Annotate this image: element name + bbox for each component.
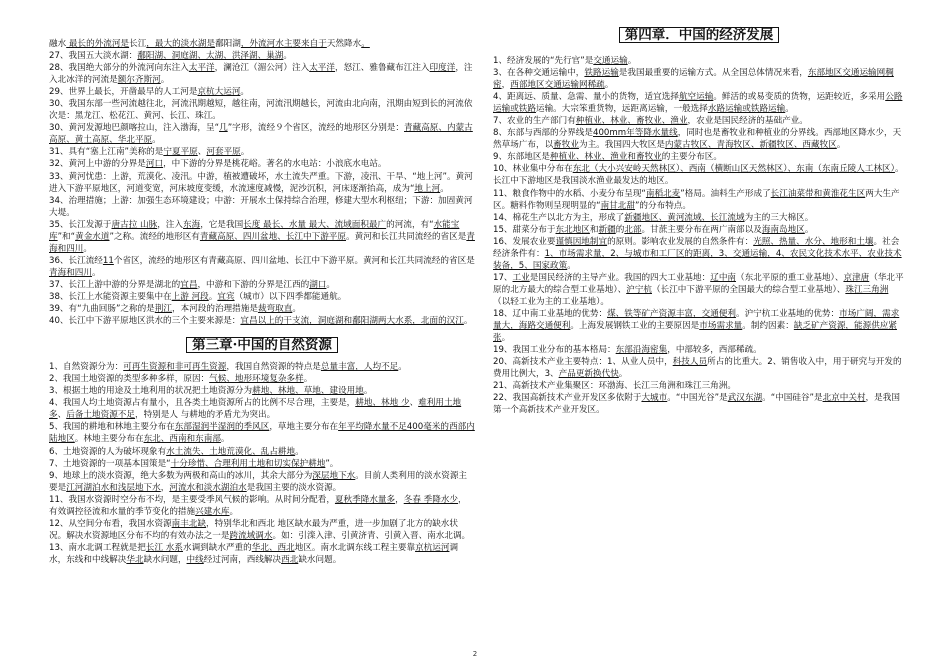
answer-text: 河流水和淡水湖泊水: [169, 482, 247, 493]
answer-text: 新疆地区、黄河流域、长江流域: [624, 212, 745, 223]
note-text: 地区。南水北调东线工程主要靠: [294, 542, 416, 553]
answer-text: 河口: [145, 159, 164, 170]
right-column: [493, 27, 905, 416]
note-text: ”的分布特点。: [634, 200, 691, 211]
note-text: 。: [440, 183, 449, 194]
answer-text: 宁夏平原: [163, 147, 198, 158]
answer-text: 兴建水库: [195, 506, 230, 517]
right-items: [493, 55, 905, 416]
note-text: 4、我国人均土地资源占有量小，且各类土地资源所占的比例不尽合理，主要是，: [49, 398, 356, 409]
note-text: 1、自然资源分为：: [49, 362, 124, 373]
left-bottom-items: [49, 361, 475, 566]
answer-text: 1、市场需求量，2、与城市和工厂区的距离，3、交通运输，4、农民文化技术水平、农业技术装备，5、国家政策: [493, 248, 902, 271]
note-text: 20、高新技术产业主要特点：1、从业人员中，: [493, 357, 673, 368]
note-text: 33、黄河忧患：上游，荒漠化、凌汛。中游，植被遭破坏，水土流失严重。下游，凌汛、干旱、“地上河”。黄河进入下游平原地区，河道变宽，河床坡度变缓，水流速度减慢，泥沙沉积，河床逐渐抬高，成为“: [49, 171, 473, 194]
note-text: （城市）以下四季都能通航。: [234, 291, 347, 302]
note-item: [493, 115, 905, 127]
note-text: 18、辽中南工业基地的优势：: [493, 308, 608, 319]
note-text: （以轻工业为主的工业基地）。: [493, 296, 610, 307]
answer-text: 长江油菜带和黄淮花生区: [770, 188, 866, 199]
answer-text: 南丰北缺: [171, 518, 207, 529]
note-text: ，本河段的治理措施是: [171, 304, 258, 315]
note-item: [49, 171, 475, 195]
note-text: 。: [91, 267, 101, 278]
note-text: 3、在各种交通运输中，: [493, 68, 585, 79]
note-text: 27、我国五大淡水湖：: [49, 51, 138, 62]
note-item: [493, 212, 905, 224]
note-text: 35、长江发源于: [49, 219, 112, 230]
answer-text: 气候、地形环境复杂多样: [209, 374, 304, 385]
note-item: [493, 380, 905, 392]
answer-text: 总量丰富，人均不足: [320, 362, 399, 373]
note-item: [49, 385, 475, 397]
answer-text: 11: [102, 255, 114, 266]
note-text: 。: [785, 104, 794, 115]
note-text: 。如：引滦入津、引黄济青、引黄入晋、南水北调。: [272, 530, 471, 541]
answer-text: 最长的外流河是: [66, 39, 130, 49]
left-column: [49, 38, 475, 566]
note-text: 。: [229, 506, 239, 517]
note-text: ，有效调控径流和水量的季节变化的措施: [49, 494, 467, 517]
note-text: 。: [240, 147, 250, 158]
note-text: 31、具有“塞上江南”美称的是: [49, 147, 164, 158]
note-text: 19、我国工业分布的基本格局：: [493, 345, 616, 356]
answer-text: 额尔齐斯河: [117, 75, 161, 86]
note-text: 。: [363, 386, 373, 397]
note-text: ，中下游的分界是桃花峪。著名的水电站：小浪底水电站。: [163, 159, 387, 170]
note-text: 。甘蔗主要分布在两广南部以及: [641, 224, 762, 235]
answer-text: 畜牧业: [553, 140, 579, 151]
note-text: ，它是我国: [200, 219, 244, 230]
note-text: 9、东部地区是: [493, 152, 551, 163]
note-text: 。: [463, 316, 473, 327]
note-item: [493, 91, 905, 115]
note-item: [49, 315, 475, 327]
note-text: 水调到缺水严重的: [182, 542, 252, 553]
note-text: 缺水问题。: [298, 554, 342, 565]
note-text: 鄱阳湖: [215, 39, 241, 49]
note-item: [493, 67, 905, 91]
note-text: ，注入: [157, 219, 183, 230]
note-text: 个省区，流经的地形区有青藏高原、四川盆地、长江中下游平原。黄河和长江共同流经的省区是: [113, 255, 475, 266]
note-text: ，中游和下游的分界是江西的: [197, 279, 310, 290]
note-text: ，: [395, 494, 404, 505]
answer-text: 长江 水系: [145, 542, 183, 553]
answer-text: 耕地、林地、草地、建设用地: [252, 386, 364, 397]
note-text: 13、南水北调工程就是把: [49, 542, 146, 553]
note-text: 。黄河和长江共同流经的省区是: [346, 231, 467, 242]
note-text: 3、根据土地的用途及土地利用的状况把土地资源分为: [49, 386, 253, 397]
note-text: ”。: [325, 458, 339, 469]
note-text: ，中部较多，西部稀疏。: [667, 345, 762, 356]
note-text: 、: [197, 147, 207, 158]
note-item: [493, 224, 905, 236]
note-text: ，怒江、雅鲁藏布江注入: [334, 63, 430, 74]
note-text: 为主的三大棉区。: [744, 212, 814, 223]
chapter-3-title: 第三章·中国的自然资源: [186, 337, 338, 353]
answer-text: 十分珍惜、合理利用土地和切实保护耕地: [170, 458, 326, 469]
answer-text: 沪宁杭: [626, 284, 652, 295]
note-item: [49, 98, 475, 122]
answer-text: 水土流失、土地荒漠化、乱占耕地: [166, 446, 296, 457]
note-text: 2、我国土地资源的类型多种多样，原因：: [49, 374, 210, 385]
note-item: [493, 188, 905, 212]
note-item: [493, 356, 905, 380]
note-text: 、: [57, 410, 67, 421]
note-text: （长江中下游平原的全国最大的综合型工业基地）、: [652, 284, 846, 295]
answer-text: 武汉东湖: [727, 393, 763, 404]
note-text: 调水，东线和中线解决: [49, 542, 459, 565]
note-item: [493, 127, 905, 151]
note-item: [49, 62, 475, 86]
note-item: [49, 518, 475, 542]
note-text: ，农业是国民经济的基础产业。: [687, 116, 808, 127]
note-text: 。: [501, 333, 511, 344]
note-text: 。: [567, 260, 576, 271]
note-text: 36、长江流经: [49, 255, 103, 266]
note-text: 。长江中下游地区是我国淡水渔业最发达的地区。: [493, 164, 904, 187]
answer-text: 华北: [126, 554, 144, 565]
answer-text: 后备土地资源不足: [66, 410, 135, 421]
note-text: 两大生产区。糖料作物则呈现明显的“: [493, 188, 900, 211]
left-top-items: [49, 38, 475, 327]
note-text: 。: [618, 369, 628, 380]
answer-text: ，最大的淡水湖是: [146, 39, 216, 49]
note-text: 是国民经济的主导产业。我国的四大工业基地：: [529, 272, 711, 283]
answer-text: 可再生资源和非可再生资源: [123, 362, 227, 373]
note-text: ”之称。流经的地形区有: [109, 231, 200, 242]
note-text: ，我国自然资源的特点是: [226, 362, 321, 373]
answer-text: 难利用土地多: [49, 398, 462, 421]
answer-text: 种植业、林业、畜牧业、渔业: [575, 116, 688, 127]
note-text: 。: [208, 291, 218, 302]
note-text: 。: [83, 243, 92, 254]
note-item: [49, 195, 475, 219]
note-item: [493, 236, 905, 272]
note-text: 10、林业集中分布在: [493, 164, 573, 175]
answer-text: 太平洋: [188, 63, 215, 74]
note-text: ，澜沧江（湄公河）注入: [214, 63, 310, 74]
answer-text: 内蒙古牧区、青海牧区、新疆牧区、西藏牧区: [664, 140, 837, 151]
answer-text: 西北: [281, 554, 299, 565]
answer-text: 青海和四川: [49, 267, 92, 278]
note-text: 8、东部与西部的分界线是: [493, 128, 593, 139]
note-text: 、: [409, 398, 419, 409]
note-item: [49, 373, 475, 385]
answer-text: 裁弯取直: [257, 304, 293, 315]
answer-text: 辽中南: [710, 272, 737, 283]
answer-text: 地上河: [414, 183, 441, 194]
note-text: 。: [160, 75, 170, 86]
note-text: 16、发展农业要: [493, 236, 556, 247]
note-text: 是我国最重要的运输方式。从全国总体情况来看，: [618, 68, 808, 79]
note-text: 。: [303, 374, 313, 385]
note-text: 6、土地资源的人为破坏现象有: [49, 446, 167, 457]
note-text: ，同时也是畜牧业和种植业的分界线。西部地区降水少，天然草场广布，以: [493, 128, 902, 151]
answer-text: 西部地区交通运输网稀疏: [510, 80, 605, 91]
note-text: ，: [160, 482, 170, 493]
note-text: 。上海发展钢铁工业的主要原因是: [570, 321, 700, 332]
answer-text: 南稻北麦: [645, 188, 681, 199]
note-text: 和: [589, 224, 599, 235]
note-text: 。: [152, 135, 161, 146]
note-text: 21、高新技术产业集聚区：环渤海、长江三角洲和珠江三角洲。: [493, 381, 736, 392]
note-item: [493, 308, 905, 344]
answer-text: 东部地区交通运输网稠密: [493, 68, 894, 91]
note-item: [49, 494, 475, 518]
answer-text: 谨慎因地制宜: [555, 236, 608, 247]
note-item: [49, 303, 475, 315]
note-text: 7、农业的生产部门有: [493, 116, 576, 127]
answer-text: 耕地、林地 少: [355, 398, 410, 409]
answer-text: 中线: [186, 554, 204, 565]
note-text: 所占的比重大。2、销售收入中，用于研究与开发的费用比例大，3、: [493, 357, 902, 380]
answer-text: 市场广阔，需求量大，海路交通便利: [493, 308, 900, 332]
answer-text: 年平均降水量不足400毫米的西部内陆地区: [49, 422, 475, 445]
note-item: [493, 392, 905, 416]
note-text: 天然降水: [326, 39, 362, 49]
answer-text: 黄金水道: [75, 231, 110, 242]
answer-text: 青藏高原、四川盆地、长江中下游平原: [199, 231, 346, 242]
note-text: 7、土地资源的一项基本国策是“: [49, 458, 171, 469]
note-text: 29、世界上最长，开凿最早的人工河是: [49, 87, 198, 98]
note-text: 。目前人类利用的淡水资源主要是: [49, 470, 468, 493]
note-text: 。: [398, 362, 407, 373]
answer-text: 北部: [624, 224, 642, 235]
answer-text: 河套平原: [206, 147, 241, 158]
answer-text: 太平洋: [309, 63, 335, 74]
note-text: 12、从空间分布看，我国水资源: [49, 518, 172, 529]
note-text: 39、有“九曲回肠”之称的是: [49, 304, 155, 315]
answer-text: 深层地下水: [312, 470, 356, 481]
page-number: 2: [472, 650, 478, 658]
note-item: [493, 272, 905, 308]
answer-text: 珠江三角洲: [845, 284, 889, 295]
answer-text: 东北地区: [555, 224, 590, 235]
answer-text: 上游 河段: [171, 291, 209, 302]
note-text: 经过河南，西线解决: [203, 554, 282, 565]
note-item: [49, 470, 475, 494]
note-item: [49, 146, 475, 158]
note-text: 的原则。影响农业发展的自然条件有：: [607, 236, 754, 247]
note-text: 1、经济发展的“先行官”是: [493, 56, 594, 66]
note-text: 9、地球上的淡水资源，绝大多数为两极和高山的冰川，其余大部分为: [49, 470, 313, 481]
note-text: 。沪宁杭工业基地的优势：: [735, 308, 840, 319]
note-text: 的主要分布区。: [661, 152, 722, 163]
note-text: 28、我国绝大部分的外流河向东注入: [49, 63, 189, 74]
note-text: 5、我国的耕地和林地主要分布在: [49, 422, 175, 433]
note-text: 11、我国水资源时空分布不均，是主要受季风气候的影响。从时间分配看，: [49, 494, 335, 505]
answer-text: 种植业、林业、渔业和畜牧业: [550, 152, 662, 163]
note-text: 。: [220, 434, 230, 445]
note-item: [49, 446, 475, 458]
note-text: 。: [240, 87, 250, 98]
note-text: ，特别华北和西北 地区缺水最为严重，进一步加剧了北方的缺水状况。解决水资源地区分布不均的有效办法之一是: [49, 518, 458, 541]
note-text: 。“中国光谷”是: [667, 393, 728, 404]
note-item: [49, 291, 475, 303]
note-text: ，注入北冰洋的河流是: [49, 63, 473, 86]
note-item: [49, 421, 475, 445]
answer-text: 京杭运河: [415, 542, 450, 553]
note-text: 30、我国东部一些河流越往北，河流汛期越短，越往南，河流汛期越长，河流由北向南，汛期由短到长的河流依次是：黑龙江、松花江、黄河、长江、珠江。: [49, 99, 473, 122]
answer-text: 湖口: [309, 279, 327, 290]
answer-text: 跨流域调水: [229, 530, 273, 541]
answer-text: 。: [361, 39, 370, 49]
note-item: [49, 158, 475, 170]
answer-text: 京杭大运河: [197, 87, 241, 98]
note-text: 。“中国硅谷”是: [762, 393, 823, 404]
answer-text: 交通运输: [593, 56, 628, 66]
note-text: ，草地主要分布在: [269, 422, 339, 433]
answer-text: 宜昌以上的干支流，洞庭湖和鄱阳湖两大水系，北面的汉江: [240, 316, 464, 327]
note-text: 4、距离远、质量、急需、量小的货物，适宜选择: [493, 92, 679, 103]
note-text: 长江: [129, 39, 147, 49]
note-item: [49, 397, 475, 421]
note-text: 15、甜菜分布于: [493, 224, 556, 235]
chapter-3-heading: [49, 337, 475, 353]
answer-text: 光照、热量、水分、地形和土壤: [753, 236, 874, 247]
answer-text: 产品更新换代快: [558, 369, 619, 380]
answer-text: 荆江: [154, 304, 172, 315]
note-item: [49, 542, 475, 566]
note-text: 。: [295, 446, 304, 457]
answer-text: 东部湿润半湿润的季风区: [174, 422, 270, 433]
note-text: 40、长江中下游平原地区洪水的三个主要来源是：: [49, 316, 241, 327]
answer-text: 唐古拉 山脉: [111, 219, 158, 230]
note-text: 。: [627, 56, 637, 66]
note-text: （东北平原的重工业基地）、: [736, 272, 844, 283]
answer-text: 京津唐: [843, 272, 870, 283]
note-text: 11、粮食作物中的水稻、小麦分布呈现“: [493, 188, 646, 199]
answer-text: 青藏高原、内蒙古高原、黄土高原、华北平原: [49, 123, 473, 146]
answer-text: 煤、铁等矿产资源丰富，交通便利: [607, 308, 736, 319]
note-item: [49, 361, 475, 373]
answer-text: 华北、西北: [251, 542, 295, 553]
answer-text: 大城市: [641, 393, 668, 404]
note-text: 。鲜活的或易变质的货物，运距较近，多采用: [713, 92, 886, 103]
answer-text: 北京中关村: [822, 393, 866, 404]
answer-text: 冬春 季降水少: [403, 494, 459, 505]
note-text: 。林地主要分布在: [74, 434, 144, 445]
note-item: [49, 458, 475, 470]
note-item: [49, 86, 475, 98]
answer-text: 东北、西南和东南部: [143, 434, 221, 445]
note-text: ，: [501, 80, 511, 91]
note-text: 的河流，有“: [386, 219, 434, 230]
note-text: ”和“: [57, 231, 76, 242]
note-text: 是我国主要的淡水资源。: [246, 482, 342, 493]
note-item: [49, 38, 475, 50]
note-text: 。: [292, 304, 301, 315]
answer-text: 长度 最长、水量 最大、流域面积最广: [243, 219, 387, 230]
note-text: 。社会经济条件有：: [493, 236, 900, 259]
note-item: [49, 50, 475, 62]
note-text: （华北平原的北方最大的综合型工业基地）、: [493, 272, 904, 295]
answer-text: 南甘北甜: [600, 200, 635, 211]
note-text: 32、黄河上中游的分界是: [49, 159, 146, 170]
note-text: 17、: [493, 272, 513, 283]
note-text: 。: [283, 51, 292, 62]
answer-text: 铁路运输: [584, 68, 619, 79]
note-text: 。: [836, 140, 846, 151]
note-item: [49, 122, 475, 146]
answer-text: 东北（大小兴安岭天然林区）、西南（横断山区天然林区）、东南（东南丘陵人工林区）: [572, 164, 895, 175]
answer-text: 水能宝库: [49, 219, 460, 242]
answer-text: 科技人员: [672, 357, 708, 368]
note-text: 30、黄河发源地巴颜喀拉山，注入渤海，呈“: [49, 123, 220, 134]
answer-text: 工业: [512, 272, 530, 283]
note-item: [49, 279, 475, 291]
note-item: [493, 55, 905, 67]
note-text: 缺水问题，: [143, 554, 187, 565]
answer-text: ，外流河水主要来自于: [240, 39, 327, 49]
answer-text: 公路运输或铁路: [493, 92, 903, 115]
note-text: 融水: [49, 39, 67, 49]
note-text: 。: [326, 279, 335, 290]
answer-text: 青海和四川: [49, 231, 475, 254]
note-text: 。: [804, 224, 814, 235]
note-item: [493, 151, 905, 163]
answer-text: 东海: [183, 219, 201, 230]
chapter-4-title: 第四章．中国的经济发展: [619, 27, 780, 43]
answer-text: 缺乏矿产资源，能源供应紧张: [493, 321, 897, 344]
answer-text: 市场需求量: [699, 321, 743, 332]
answer-text: 宜宾: [217, 291, 235, 302]
note-text: ，特别是人 与耕地的矛盾尤为突出。: [134, 410, 276, 421]
answer-text: 新疆: [598, 224, 616, 235]
note-text: 。: [604, 80, 614, 91]
note-text: 为主。我国四大牧区是: [578, 140, 665, 151]
note-text: 22、我国高新技术产业开发区多依附于: [493, 393, 642, 404]
answer-text: 航空运输: [678, 92, 714, 103]
note-text: ”格局。油料生产形成了: [680, 188, 771, 199]
answer-text: 宜昌: [180, 279, 198, 290]
answer-text: 海南岛地区: [761, 224, 805, 235]
note-text: 14、棉花生产以北方为主，形成了: [493, 212, 625, 223]
note-text: 38、长江上水能资源主要集中在: [49, 291, 172, 302]
answer-text: 几: [219, 123, 228, 134]
note-text: 的: [615, 224, 625, 235]
chapter-4-heading: [493, 27, 905, 43]
note-text: 37、长江上游中游的分界是湖北的: [49, 279, 181, 290]
answer-text: 东部沿海密集: [615, 345, 668, 356]
note-text: 运输。大宗笨重货物，远距离运输，一般选择: [535, 104, 708, 115]
note-text: ”字形，流经９个省区，流经的地形区分别是：: [227, 123, 405, 134]
answer-text: 印度洋: [429, 63, 456, 74]
answer-text: 400mm年等降水量线: [593, 128, 678, 139]
note-item: [493, 344, 905, 356]
note-item: [493, 163, 905, 187]
note-item: [49, 219, 475, 255]
note-text: 34、治理措施；上游：加强生态环境建设；中游：开展水土保持综合治理，修建大型水利枢纽；下游：加固黄河大堤。: [49, 195, 473, 218]
note-text: ，是我国第一个高新技术产业开发区。: [493, 393, 900, 416]
note-text: 。制约因素：: [742, 321, 794, 332]
note-item: [49, 255, 475, 279]
answer-text: 夏秋季降水量多: [334, 494, 396, 505]
answer-text: 江河湖泊水和浅层地下水: [66, 482, 161, 493]
answer-text: 鄱阳湖、洞庭湖、太湖、洪泽湖、巢湖: [137, 51, 284, 62]
answer-text: 水路运输或铁路运输: [707, 104, 786, 115]
